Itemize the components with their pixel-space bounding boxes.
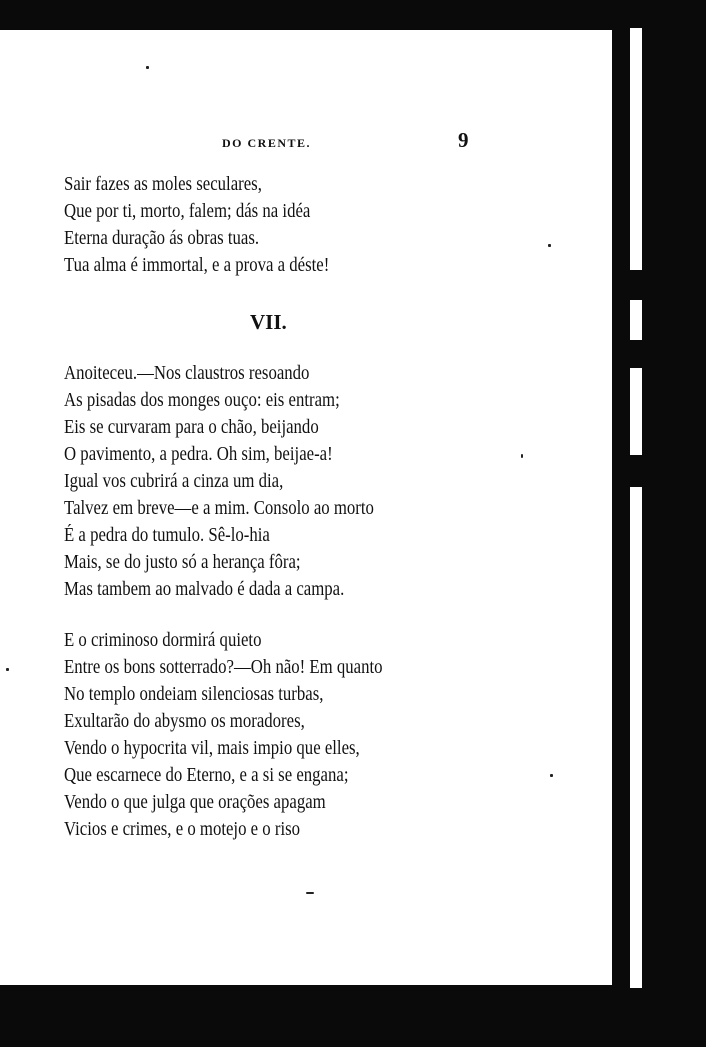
verse-line: Anoiteceu.—Nos claustros resoando: [64, 363, 310, 384]
speck: [6, 668, 9, 671]
verse-line: Tua alma é immortal, e a prova a déste!: [64, 255, 330, 276]
verse-line: Entre os bons sotterrado?—Oh não! Em quanto: [64, 657, 383, 678]
verse-line: Exultarão do abysmo os moradores,: [64, 711, 305, 732]
verse-line: Vendo o hypocrita vil, mais impio que elles,: [64, 738, 360, 759]
verse-line: E o criminoso dormirá quieto: [64, 630, 262, 651]
verse-line: Que por ti, morto, falem; dás na idéa: [64, 201, 311, 222]
page-edge-mark-3: [630, 455, 676, 487]
verse-line: Sair fazes as moles seculares,: [64, 174, 262, 195]
verse-line: O pavimento, a pedra. Oh sim, beijae-a!: [64, 444, 333, 465]
speck: [521, 454, 523, 458]
stanza-3: [64, 627, 434, 843]
stanza-2: [64, 360, 424, 603]
running-title: DO CRENTE.: [222, 136, 312, 150]
verse-line: É a pedra do tumulo. Sê-lo-hia: [64, 525, 270, 546]
verse-line: Talvez em breve—e a mim. Consolo ao morto: [64, 498, 374, 519]
page-header: [0, 120, 612, 160]
verse-line: Vendo o que julga que orações apagam: [64, 792, 326, 813]
speck: [548, 244, 551, 247]
page-number: 9: [458, 128, 469, 152]
verse-line: Que escarnece do Eterno, e a si se engana;: [64, 765, 349, 786]
verse-line: No templo ondeiam silenciosas turbas,: [64, 684, 324, 705]
section-heading: VII.: [250, 310, 287, 334]
verse-line: Mas tambem ao malvado é dada a campa.: [64, 579, 345, 600]
stanza-1: [64, 171, 372, 279]
verse-line: Igual vos cubrirá a cinza um dia,: [64, 471, 284, 492]
speck: [550, 774, 553, 777]
verse-line: As pisadas dos monges ouço: eis entram;: [64, 390, 340, 411]
page-edge-light: [630, 28, 642, 988]
scan-border-bottom: [0, 985, 706, 1047]
scan-border-top: [0, 0, 706, 30]
verse-line: Eis se curvaram para o chão, beijando: [64, 417, 319, 438]
verse-line: Vicios e crimes, e o motejo e o riso: [64, 819, 301, 840]
page-edge-mark-1: [630, 270, 676, 300]
scan-border-right: [612, 0, 706, 1047]
speck: [146, 66, 149, 69]
verse-line: Mais, se do justo só a herança fôra;: [64, 552, 301, 573]
page-edge-mark-2: [630, 340, 676, 368]
speck: [306, 892, 314, 894]
verse-line: Eterna duração ás obras tuas.: [64, 228, 260, 249]
